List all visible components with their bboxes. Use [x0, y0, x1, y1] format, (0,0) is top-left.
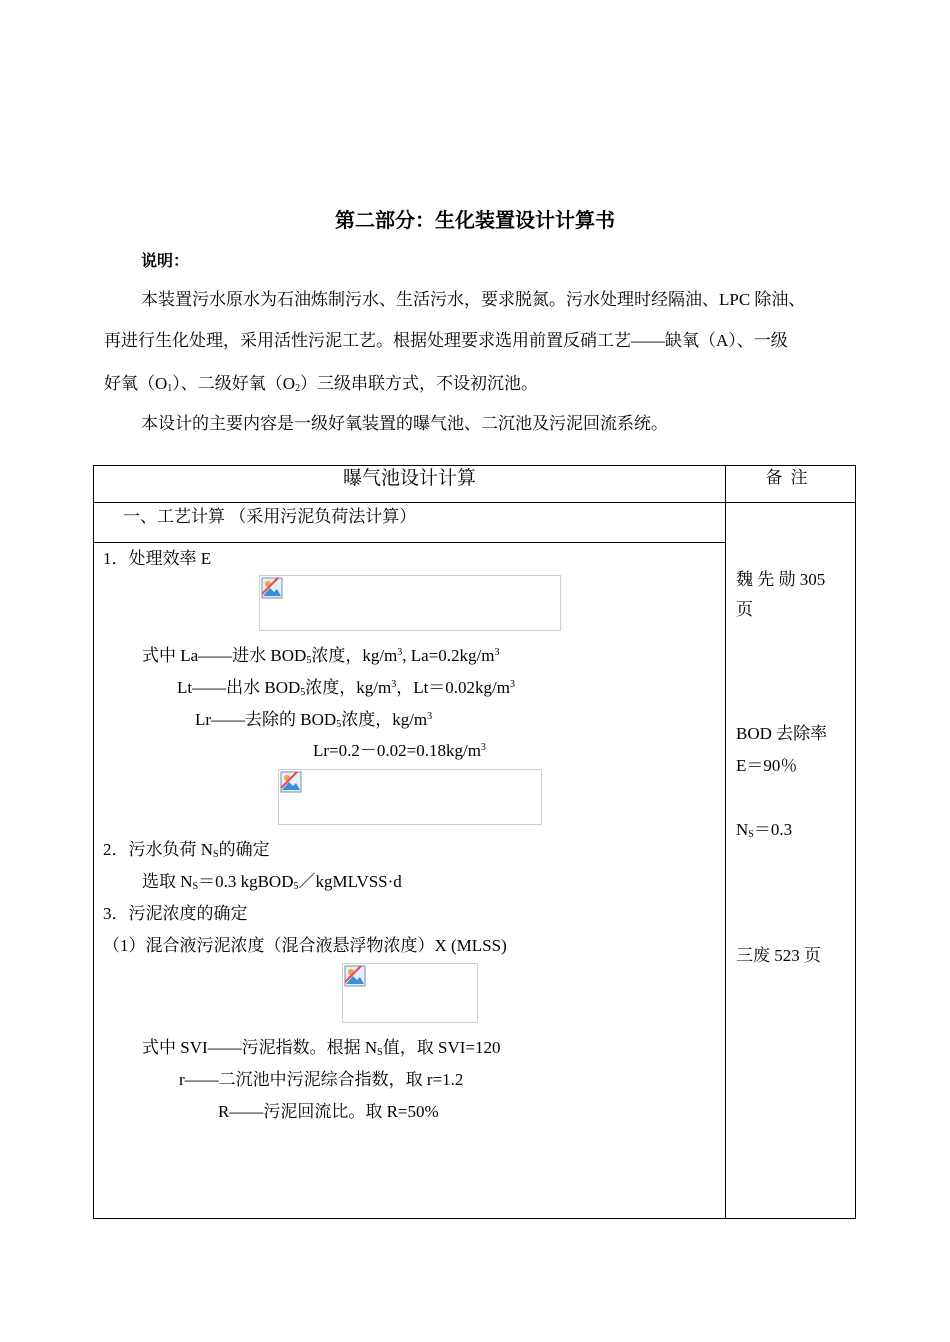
formula-image-mlss: [342, 963, 478, 1023]
table-column-divider: [725, 466, 726, 1218]
table-header-main: 曝气池设计计算: [342, 467, 476, 489]
section-divider: [94, 542, 725, 543]
formula-line-lr: [195, 705, 432, 730]
lt-sup2: 3: [510, 679, 516, 690]
item-3-subtitle: （1）混合液污泥浓度（混合液悬浮物浓度）X (MLSS): [103, 936, 507, 955]
lr-mid: 浓度，kg/m: [341, 710, 428, 729]
formula-line-lt: [177, 673, 515, 698]
la-mid: 浓度，kg/m: [311, 646, 398, 665]
formula-image-efficiency-result: [278, 769, 542, 825]
broken-image-icon: [343, 964, 367, 988]
ns-mid: ＝0.3 kgBOD: [198, 872, 294, 891]
formula-line-lr-value: [313, 736, 486, 761]
item-2-pre: 2．污水负荷 N: [103, 840, 214, 859]
ns-post: ／kgMLVSS·d: [298, 872, 402, 891]
remark-bod-rate: BOD 去除率: [736, 724, 828, 743]
remark-ns-sub: S: [748, 829, 754, 840]
lt-pre: Lt——出水 BOD: [177, 678, 301, 697]
broken-image-icon: [279, 770, 303, 794]
r-line: r——二沉池中污泥综合指数，取 r=1.2: [179, 1070, 464, 1089]
svi-line: [142, 1033, 500, 1058]
la-sup2: 3: [494, 647, 500, 658]
remark-bod-value: E＝90％: [736, 756, 798, 775]
la-sup1: 3: [397, 647, 403, 658]
la-sub: 5: [306, 655, 312, 666]
remark-ref-1b: 页: [736, 600, 753, 619]
lr-value-sup: 3: [480, 742, 486, 753]
ns-sub2: 5: [293, 881, 299, 892]
formula-image-efficiency: [259, 575, 561, 631]
page-title: 第二部分：生化装置设计计算书: [335, 208, 615, 232]
lt-post: ，Lt＝0.02kg/m: [396, 678, 511, 697]
item-2-value: [142, 867, 402, 892]
remark-ref-2: 三废 523 页: [736, 946, 821, 965]
intro-sub-1: 1: [167, 383, 173, 394]
lr-value-text: Lr=0.2－0.02=0.18kg/m: [313, 741, 481, 760]
lt-sup1: 3: [391, 679, 397, 690]
lr-pre: Lr——去除的 BOD: [195, 710, 337, 729]
item-2-sub: S: [213, 849, 219, 860]
item-3-title: 3．污泥浓度的确定: [103, 904, 248, 923]
intro-line-3-part-a: 好氧（O: [104, 374, 168, 393]
item-2-post: 的确定: [218, 840, 270, 859]
intro-sub-2: 2: [295, 383, 301, 394]
intro-line-3: [104, 369, 538, 394]
svi-pre: 式中 SVI——污泥指数。根据 N: [142, 1038, 378, 1057]
svi-post: 值，取 SVI=120: [382, 1038, 501, 1057]
intro-line-4: 本设计的主要内容是一级好氧装置的曝气池、二沉池及污泥回流系统。: [141, 414, 668, 433]
remark-ns-post: ＝0.3: [753, 820, 793, 839]
intro-line-3-part-b: ）、二级好氧（O: [172, 374, 296, 393]
item-2-title: [103, 835, 270, 860]
lt-sub: 5: [300, 687, 306, 698]
item-1-title: 1．处理效率 E: [103, 549, 212, 568]
lt-mid: 浓度，kg/m: [305, 678, 392, 697]
svi-sub: S: [377, 1047, 383, 1058]
note-label: 说明：: [141, 251, 190, 270]
remark-ns-pre: N: [736, 820, 749, 839]
ns-pre: 选取 N: [142, 872, 193, 891]
broken-image-icon: [260, 576, 284, 600]
remark-ns: [736, 815, 792, 840]
section-title: 一、工艺计算 （采用污泥负荷法计算）: [123, 507, 417, 526]
intro-line-3-part-c: ）三级串联方式，不设初沉池。: [300, 374, 539, 393]
remark-ref-1a: 魏 先 勋 305: [736, 570, 826, 589]
intro-line-1: 本装置污水原水为石油炼制污水、生活污水，要求脱氮。污水处理时经隔油、LPC 除油、: [141, 290, 806, 309]
calc-table: [93, 465, 856, 1219]
lr-sub: 5: [336, 719, 342, 730]
la-post: , La=0.2kg/m: [402, 646, 495, 665]
lr-sup1: 3: [427, 711, 433, 722]
formula-line-la: [142, 641, 500, 666]
ns-sub: S: [192, 881, 199, 892]
la-pre: 式中 La——进水 BOD: [142, 646, 307, 665]
intro-line-2: 再进行生化处理，采用活性污泥工艺。根据处理要求选用前置反硝工艺——缺氧（A）、一级: [104, 331, 788, 350]
table-header-remark: 备注: [765, 468, 816, 487]
R-line: R——污泥回流比。取 R=50%: [218, 1102, 439, 1121]
